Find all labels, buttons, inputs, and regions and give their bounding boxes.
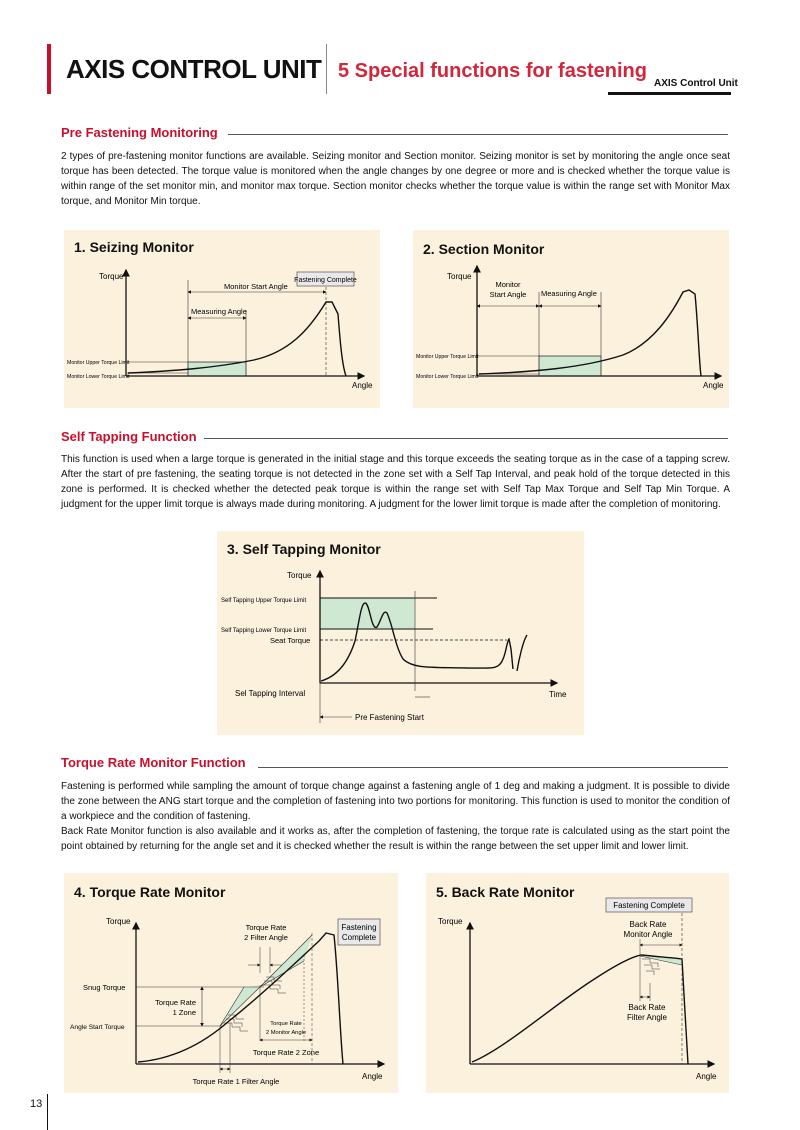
section-rule [228, 134, 728, 135]
upper-limit-label: Monitor Upper Torque Limit [67, 360, 130, 366]
filter2-label-1: Torque Rate [245, 923, 287, 932]
self-tapping-monitor-panel [217, 531, 584, 735]
section-rule [258, 767, 728, 768]
panel-title: 5. Back Rate Monitor [436, 884, 575, 900]
back-rate-monitor-panel [426, 873, 729, 1093]
self-tapping-monitor-diagram [217, 531, 584, 735]
zone1-label-1: Torque Rate [155, 998, 196, 1007]
back-filter-label-1: Back Rate [628, 1003, 666, 1012]
fastening-complete-label: Fastening Complete [613, 901, 685, 910]
pre-fastening-text: 2 types of pre-fastening monitor functions are available. Seizing monitor and Section monitor. Seizing monitor is set by monitoring the angle once seat torque has been detected. The torque value is monitored when the angle changes by one degree or more and is checked whether the torque value is within range of the set monitor min, and monitor max torque. Section monitor checks whether the torque value is within the range set with Monitor Max torque, and Monitor Min torque. [61, 151, 730, 207]
upper-limit-label: Self Tapping Upper Torque Limit [221, 598, 307, 604]
time-axis-label: Time [549, 690, 567, 699]
panel-title: 4. Torque Rate Monitor [74, 884, 226, 900]
lower-limit-label: Monitor Lower Torque Limit [67, 374, 130, 380]
measuring-angle-label: Measuring Angle [541, 289, 597, 298]
seat-torque-label: Seat Torque [270, 636, 311, 645]
header-accent-bar [47, 44, 51, 94]
unit-label: AXIS Control Unit [654, 78, 738, 89]
pre-fastening-start-label: Pre Fastening Start [355, 713, 424, 722]
torque-axis-label: Torque [106, 917, 131, 926]
back-rate-monitor-diagram [426, 873, 729, 1093]
section-rule [204, 438, 728, 439]
header-rule [608, 92, 731, 95]
torque-axis-label: Torque [99, 272, 124, 281]
torque-rate-monitor-diagram [64, 873, 398, 1093]
filter2-label-2: 2 Filter Angle [244, 933, 288, 942]
back-filter-label-2: Filter Angle [626, 1013, 668, 1022]
seizing-monitor-panel [64, 230, 380, 408]
section-heading-self-tapping: Self Tapping Function [61, 429, 201, 444]
torque-axis-label: Torque [438, 917, 463, 926]
monitor-start-angle-label: Monitor Start Angle [224, 282, 288, 291]
fastening-complete-label-1: Fastening [341, 923, 377, 932]
angle-start-torque-label: Angle Start Torque [70, 1024, 125, 1031]
back-monitor-label-2: Monitor Angle [623, 930, 673, 939]
monitor2-label-2: 2 Monitor Angle [265, 1030, 307, 1036]
snug-torque-label: Snug Torque [83, 983, 126, 992]
fastening-complete-label: Fastening Complete [294, 277, 357, 284]
header-separator [326, 44, 327, 94]
page-number: 13 [30, 1098, 43, 1110]
self-tapping-text: This function is used when a large torque is generated in the initial stage and this torque exceeds the seating torque as in the case of a tapping screw. After the start of pre fastening, the seating torque is not detected in the zone set with a Self Tap Interval, and peak hold of the torque detected in this zone is performed. It is checked whether the detected peak torque is within the range set with Self Tap Max Torque and Self Tap Min Torque. A judgment for the upper limit torque is always made during monitoring. A judgment for the lower limit torque is made after the completion of monitoring. [61, 454, 730, 510]
monitor-start-label-1: Monitor [495, 280, 521, 289]
angle-axis-label: Angle [362, 1072, 383, 1081]
panel-title: 2. Section Monitor [423, 241, 545, 257]
fastening-complete-label-2: Complete [341, 933, 377, 942]
monitor-start-label-2: Start Angle [489, 290, 527, 299]
section-heading-torque-rate: Torque Rate Monitor Function [61, 755, 250, 770]
measuring-angle-label: Measuring Angle [191, 307, 247, 316]
upper-limit-label: Monitor Upper Torque Limit [416, 354, 479, 360]
lower-limit-label: Self Tapping Lower Torque Limit [221, 628, 307, 634]
zone1-label-2: 1 Zone [172, 1008, 196, 1017]
panel-title: 1. Seizing Monitor [74, 239, 194, 255]
chapter-title: 5 Special functions for fastening [338, 60, 647, 82]
filter1-label: Torque Rate 1 Filter Angle [192, 1077, 280, 1086]
torque-axis-label: Torque [447, 272, 472, 281]
back-monitor-label-1: Back Rate [629, 920, 667, 929]
monitor2-label-1: Torque Rate [270, 1021, 302, 1027]
lower-limit-label: Monitor Lower Torque Limit [416, 374, 479, 380]
angle-axis-label: Angle [352, 381, 373, 390]
torque-rate-text: Fastening is performed while sampling the amount of torque change against a fastening angle of 1 deg and making a judgment. It is possible to divide the zone between the ANG start torque and the completion of fastening into two portions for monitoring. This function is used to monitor the condition of a workpiece and the condition of fastening. Back Rate Monitor function is also available and it works as, after the completion of fastening, the torque rate is calculated using as the start point the point obtained by returning for the angle set and it is checked whether the result is within the range between the set upper limit and lower limit. [61, 781, 730, 852]
interval-label: Sel Tapping Interval [235, 689, 306, 698]
section-monitor-panel [413, 230, 729, 408]
page-title: AXIS CONTROL UNIT [66, 54, 322, 84]
seizing-monitor-diagram [64, 230, 380, 408]
angle-axis-label: Angle [703, 381, 724, 390]
section-heading-pre-fastening: Pre Fastening Monitoring [61, 125, 222, 140]
angle-axis-label: Angle [696, 1072, 717, 1081]
torque-rate-monitor-panel [64, 873, 398, 1093]
panel-title: 3. Self Tapping Monitor [227, 541, 381, 557]
footer-rule [47, 1094, 48, 1130]
torque-axis-label: Torque [287, 571, 312, 580]
section-monitor-diagram [413, 230, 729, 408]
zone2-label: Torque Rate 2 Zone [252, 1048, 320, 1057]
